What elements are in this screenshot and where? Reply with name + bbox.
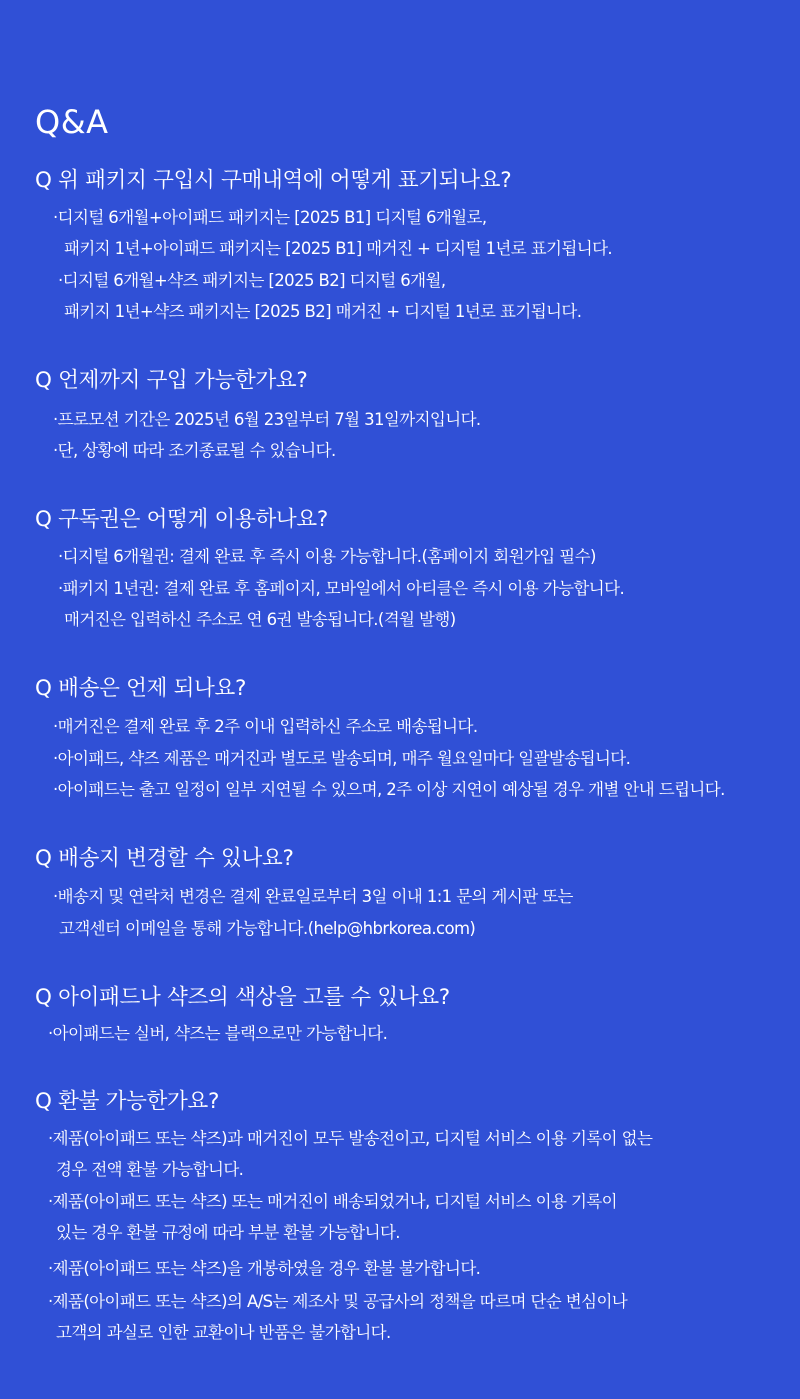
faq-question-purchase-record: Q 위 패키지 구입시 구매내역에 어떻게 표기되나요?	[35, 168, 512, 193]
faq-answer-line: ·제품(아이패드 또는 샥즈)을 개봉하였을 경우 환불 불가합니다.	[48, 1259, 481, 1278]
faq-question-refund: Q 환불 가능한가요?	[35, 1089, 220, 1114]
faq-answer-line: ·아이패드는 실버, 샥즈는 블랙으로만 가능합니다.	[48, 1024, 388, 1043]
faq-answer-line: 있는 경우 환불 규정에 따라 부분 환불 가능합니다.	[56, 1223, 400, 1242]
faq-answer-line: ·매거진은 결제 완료 후 2주 이내 입력하신 주소로 배송됩니다.	[53, 717, 478, 736]
faq-answer-line: ·제품(아이패드 또는 샥즈)과 매거진이 모두 발송전이고, 디지털 서비스 이용 기록이 없는	[48, 1129, 653, 1148]
faq-answer-line: ·제품(아이패드 또는 샥즈) 또는 매거진이 배송되었거나, 디지털 서비스 이용 기록이	[48, 1192, 617, 1211]
page-title: Q&A	[35, 103, 109, 141]
faq-answer-line: 매거진은 입력하신 주소로 연 6권 발송됩니다.(격월 발행)	[64, 610, 456, 629]
faq-question-change-address: Q 배송지 변경할 수 있나요?	[35, 846, 294, 871]
faq-answer-line: ·아이패드, 샥즈 제품은 매거진과 별도로 발송되며, 매주 월요일마다 일괄발송됩니다.	[53, 749, 631, 768]
faq-answer-line: ·배송지 및 연락처 변경은 결제 완료일로부터 3일 이내 1:1 문의 게시판 또는	[53, 887, 573, 906]
faq-question-period: Q 언제까지 구입 가능한가요?	[35, 368, 308, 393]
faq-answer-line: 패키지 1년+아이패드 패키지는 [2025 B1] 매거진 + 디지털 1년로 표기됩니다.	[64, 239, 613, 258]
faq-answer-line: ·단, 상황에 따라 조기종료될 수 있습니다.	[53, 441, 336, 460]
faq-answer-line: 고객센터 이메일을 통해 가능합니다.(help@hbrkorea.com)	[59, 919, 476, 938]
faq-question-delivery: Q 배송은 언제 되나요?	[35, 676, 247, 701]
faq-answer-line: 고객의 과실로 인한 교환이나 반품은 불가합니다.	[56, 1323, 391, 1342]
faq-answer-line: 패키지 1년+샥즈 패키지는 [2025 B2] 매거진 + 디지털 1년로 표기됩니다.	[64, 302, 582, 321]
faq-question-color: Q 아이패드나 샥즈의 색상을 고를 수 있나요?	[35, 985, 450, 1010]
faq-answer-line: ·아이패드는 출고 일정이 일부 지연될 수 있으며, 2주 이상 지연이 예상될 경우 개별 안내 드립니다.	[53, 780, 725, 799]
faq-answer-line: ·디지털 6개월권: 결제 완료 후 즉시 이용 가능합니다.(홈페이지 회원가입 필수)	[58, 547, 596, 566]
faq-question-subscription-use: Q 구독권은 어떻게 이용하나요?	[35, 507, 328, 532]
faq-answer-line: ·프로모션 기간은 2025년 6월 23일부터 7월 31일까지입니다.	[53, 410, 481, 429]
faq-answer-line: ·패키지 1년권: 결제 완료 후 홈페이지, 모바일에서 아티클은 즉시 이용 가능합니다.	[58, 579, 625, 598]
faq-answer-line: 경우 전액 환불 가능합니다.	[56, 1160, 244, 1179]
faq-answer-line: ·제품(아이패드 또는 샥즈)의 A/S는 제조사 및 공급사의 정책을 따르며 단순 변심이나	[48, 1292, 628, 1311]
faq-answer-line: ·디지털 6개월+샥즈 패키지는 [2025 B2] 디지털 6개월,	[58, 271, 446, 290]
faq-answer-line: ·디지털 6개월+아이패드 패키지는 [2025 B1] 디지털 6개월로,	[53, 208, 487, 227]
